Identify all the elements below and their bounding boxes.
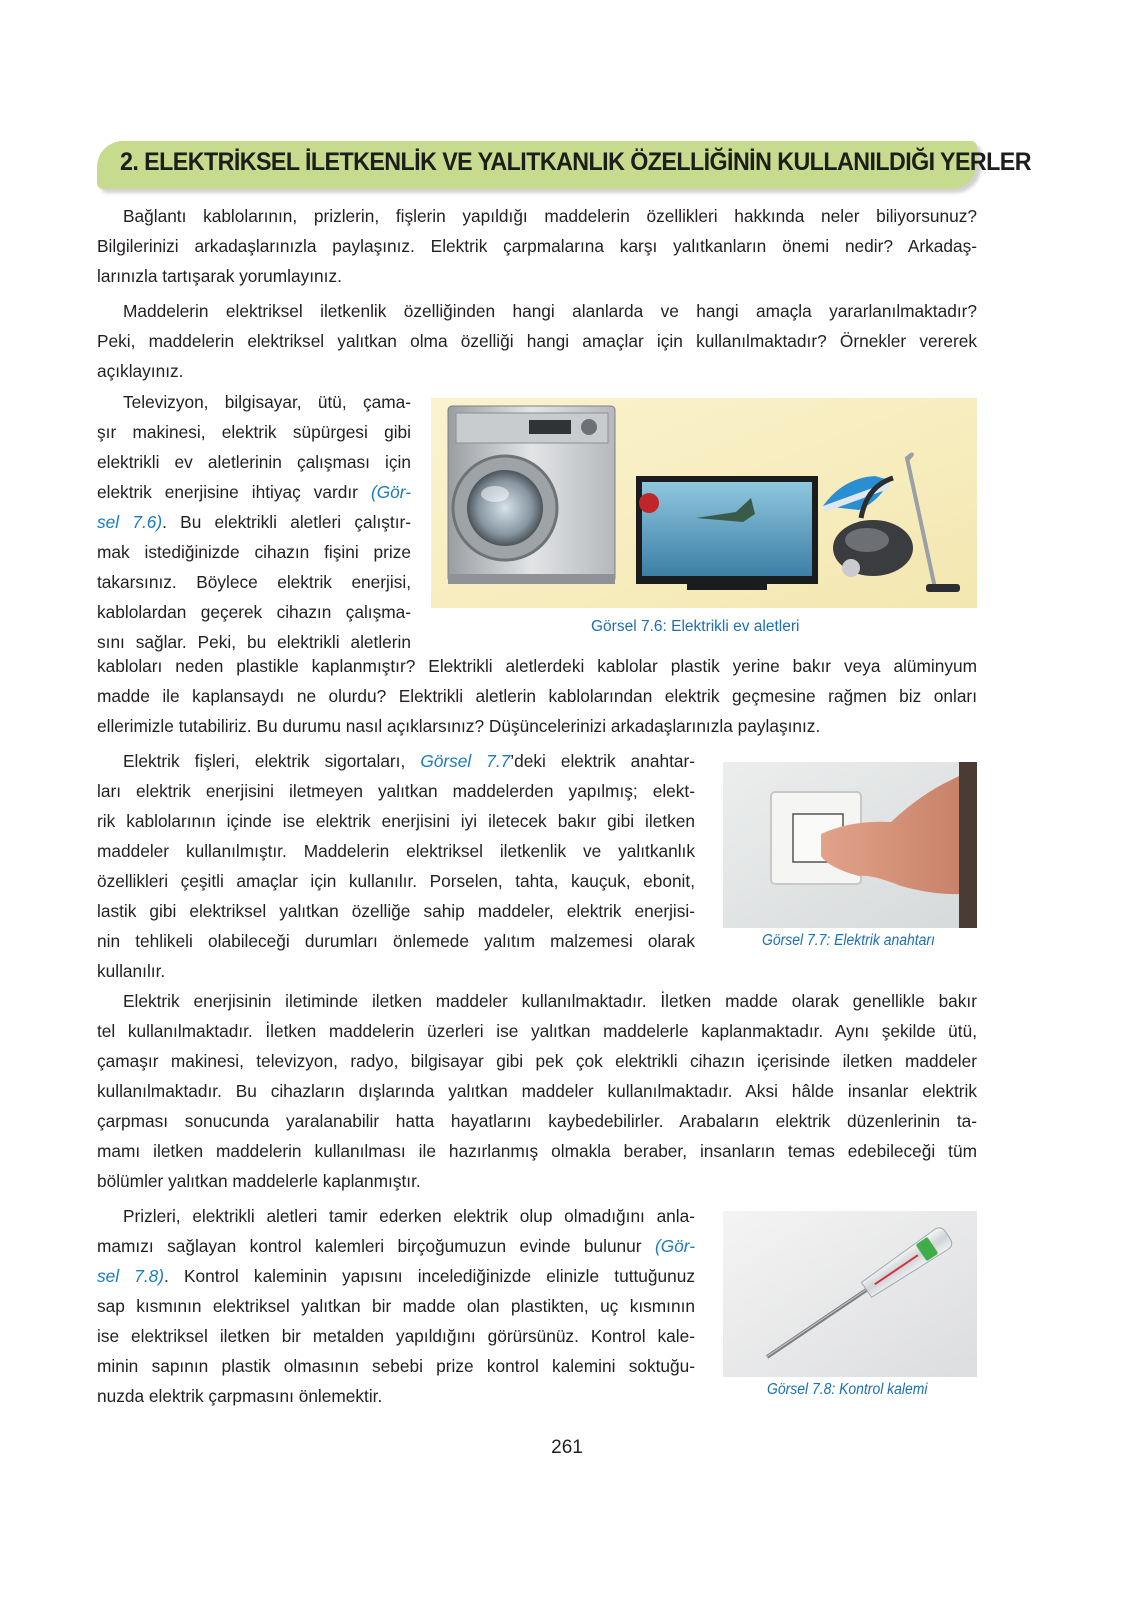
text-segment: ’deki elektrik anahtar-: [510, 751, 695, 771]
text-line: [97, 477, 411, 507]
text-line: [97, 1261, 695, 1291]
text-line: madde ile kaplansaydı ne olurdu? Elektrikli aletlerin kablolarından elektrik geçmesine rağmen biz onları: [97, 686, 977, 706]
text-line: mamı iletken maddelerin kullanılması ile hazırlanmış olmakla beraber, insanların temas edebileceği tüm: [97, 1141, 977, 1161]
figure-7-6-caption: Görsel 7.6: Elektrikli ev aletleri: [591, 618, 800, 635]
text-line: rik kablolarının içinde ise elektrik enerjisini iyi iletecek bakır gibi iletken: [97, 811, 695, 831]
text-line: takarsınız. Böylece elektrik enerjisi,: [97, 572, 411, 592]
text-line: sını sağlar. Peki, bu elektrikli aletlerin: [97, 632, 411, 652]
text-segment: . Kontrol kaleminin yapısını incelediğinizde elinizle tuttuğunuz: [164, 1266, 696, 1286]
text-line: kablolardan geçerek cihazın çalışma-: [97, 602, 411, 622]
figure-7-6-appliances: [431, 398, 977, 608]
text-line: [97, 507, 411, 537]
text-line: [97, 746, 695, 776]
text-line: kullanılır.: [97, 961, 166, 981]
text-line: ellerimizle tutabiliriz. Bu durumu nasıl açıklarsınız? Düşüncelerinizi arkadaşlarınızla paylaşınız.: [97, 716, 821, 736]
text-line: çamaşır makinesi, televizyon, radyo, bilgisayar gibi pek çok elektrikli cihazın içerisinde iletken maddeler: [97, 1051, 977, 1071]
text-line: elektrikli ev aletlerinin çalışması için: [97, 452, 411, 472]
text-line: açıklayınız.: [97, 361, 184, 381]
text-line: Peki, maddelerin elektriksel yalıtkan olma özelliği hangi amaçlar için kullanılmaktadır? Örnekler vererek: [97, 331, 977, 351]
text-line: sap kısmının elektriksel yalıtkan bir madde olan plastikten, uç kısmının: [97, 1296, 695, 1316]
text-line: Bağlantı kablolarının, prizlerin, fişlerin yapıldığı maddelerin özellikleri hakkında neler biliyorsunuz?: [123, 206, 977, 226]
figure-reference-link[interactable]: Görsel 7.7: [420, 751, 511, 771]
text-line: mak istediğinizde cihazın fişini prize: [97, 542, 411, 562]
text-line: kabloları neden plastikle kaplanmıştır? Elektrikli aletlerdeki kablolar plastik yerine bakır veya alüminyum: [97, 656, 977, 676]
text-line: Televizyon, bilgisayar, ütü, çama-: [123, 392, 411, 412]
appliances-illustration: [431, 398, 977, 608]
text-line: [97, 1231, 695, 1261]
paragraph-5: [97, 986, 977, 1196]
text-line: Elektrik enerjisinin iletiminde iletken maddeler kullanılmaktadır. İletken madde olarak genellikle bakır: [123, 991, 977, 1011]
television-icon: [636, 476, 818, 590]
figure-reference-link[interactable]: (Gör-: [370, 482, 411, 502]
text-line: kullanılmaktadır. Bu cihazların dışlarında yalıtkan maddeler kullanılmaktadır. Aksi hâlde insanlar elektrik: [97, 1081, 977, 1101]
paragraph-6: [97, 1201, 695, 1411]
text-line: şır makinesi, elektrik süpürgesi gibi: [97, 422, 411, 442]
text-line: ise elektriksel iletken bir metalden yapıldığını görürsünüz. Kontrol kale-: [97, 1326, 695, 1346]
text-segment: mamızı sağlayan kontrol kalemleri birçoğumuzun evinde bulunur: [97, 1236, 642, 1256]
text-line: lastik gibi elektriksel yalıtkan özelliğe sahip maddeler, elektrik enerjisi-: [97, 901, 695, 921]
text-line: nin tehlikeli olabileceği durumları önlemede yalıtım malzemesi olarak: [97, 931, 695, 951]
text-line: Prizleri, elektrikli aletleri tamir ederken elektrik olup olmadığını anla-: [123, 1206, 695, 1226]
figure-reference-link[interactable]: (Gör-: [654, 1236, 695, 1256]
text-line: çarpması sonucunda yaralanabilir hatta hayatlarını kaybedebilirler. Arabaların elektrik düzenlerinin ta-: [97, 1111, 977, 1131]
text-line: nuzda elektrik çarpmasını önlemektir.: [97, 1386, 383, 1406]
figure-7-7-light-switch: [723, 762, 977, 928]
text-line: minin sapının plastik olmasının sebebi prize kontrol kalemini soktuğu-: [97, 1356, 695, 1376]
text-line: larınızla tartışarak yorumlayınız.: [97, 266, 342, 286]
washing-machine-icon: [448, 406, 615, 584]
figure-reference-link[interactable]: sel 7.8): [97, 1266, 165, 1286]
light-switch-illustration: [723, 762, 977, 928]
text-line: özellikleri çeşitli amaçlar için kullanılır. Porselen, tahta, kauçuk, ebonit,: [97, 871, 695, 891]
text-line: bölümler yalıtkan maddelerle kaplanmıştır.: [97, 1171, 421, 1191]
figure-reference-link[interactable]: sel 7.6): [97, 512, 163, 532]
text-line: ları elektrik enerjisini iletmeyen yalıtkan maddelerden yapılmış; elekt-: [97, 781, 695, 801]
text-line: tel kullanılmaktadır. İletken maddelerin üzerleri ise yalıtkan maddelerle kaplanmaktadır. Aynı şekilde ütü,: [97, 1021, 977, 1041]
text-line: Maddelerin elektriksel iletkenlik özelliğinden hangi alanlarda ve hangi amaçla yararlanılmaktadır?: [123, 301, 977, 321]
paragraph-1: [97, 201, 977, 291]
section-title: 2. ELEKTRİKSEL İLETKENLİK VE YALITKANLIK ÖZELLİĞİNİN KULLANILDIĞI YERLER: [120, 148, 1031, 176]
text-segment: Elektrik fişleri, elektrik sigortaları,: [123, 751, 406, 771]
paragraph-2: [97, 296, 977, 386]
paragraph-3-continued: [97, 651, 977, 741]
figure-7-7-caption: Görsel 7.7: Elektrik anahtarı: [762, 932, 935, 949]
text-line: maddeler kullanılmıştır. Maddelerin elektriksel iletkenlik ve yalıtkanlık: [97, 841, 695, 861]
page-number: 261: [551, 1437, 583, 1458]
text-line: Bilgilerinizi arkadaşlarınızla paylaşınız. Elektrik çarpmalarına karşı yalıtkanların önemi nedir? Arkadaş-: [97, 236, 977, 256]
voltage-tester-illustration: [723, 1211, 977, 1377]
paragraph-3-side: [97, 387, 411, 657]
figure-7-8-voltage-tester: [723, 1211, 977, 1377]
figure-7-8-caption: Görsel 7.8: Kontrol kalemi: [767, 1381, 928, 1398]
text-segment: . Bu elektrikli aletleri çalıştır-: [162, 512, 412, 532]
text-segment: elektrik enerjisine ihtiyaç vardır: [97, 482, 358, 502]
paragraph-4: [97, 746, 695, 986]
